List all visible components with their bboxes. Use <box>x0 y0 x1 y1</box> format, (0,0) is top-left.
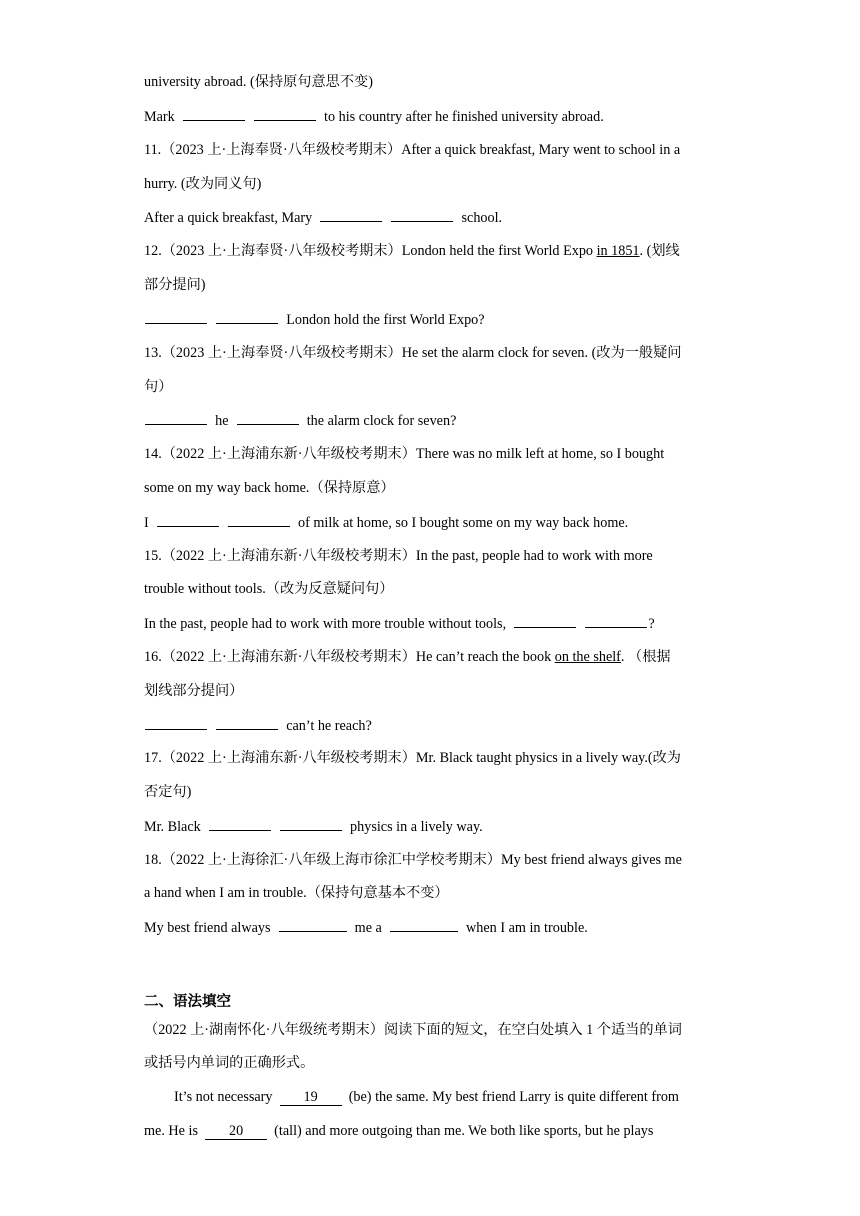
q16-line1 <box>144 647 724 667</box>
q15-answer-prefix: In the past, people had to work with more trouble without tools, <box>144 616 507 632</box>
q15-answer-line <box>144 613 724 634</box>
q13-instruction: 句） <box>144 379 173 395</box>
q17-answer-prefix: Mr. Black <box>144 819 201 835</box>
q17-answer-suffix: physics in a lively way. <box>350 819 483 835</box>
q10-text: university abroad. (保持原句意思不变) <box>144 74 373 90</box>
blank-20[interactable]: 20 <box>205 1123 267 1140</box>
q18-answer-prefix: My best friend always <box>144 920 271 936</box>
section-heading: 二、语法填空 <box>144 994 231 1010</box>
q12-answer-line <box>144 309 724 330</box>
q15-instruction: trouble without tools.（改为反意疑问句） <box>144 581 394 597</box>
answer-blank[interactable] <box>216 309 278 324</box>
q10-line <box>144 72 724 92</box>
passage-text: (be) the same. My best friend Larry is quite different from <box>348 1089 679 1105</box>
answer-blank[interactable] <box>585 613 647 628</box>
q11-answer-suffix: school. <box>461 210 503 226</box>
q13-answer-mid: he <box>215 413 229 429</box>
q12-text: 12.（2023 上·上海奉贤·八年级校考期末）London held the first World Expo <box>144 243 597 259</box>
q13-text: 13.（2023 上·上海奉贤·八年级校考期末）He set the alarm clock for seven. (改为一般疑问 <box>144 345 682 361</box>
q11-line1 <box>144 140 724 160</box>
answer-blank[interactable] <box>145 715 207 730</box>
section2-intro-cont: 或括号内单词的正确形式。 <box>144 1055 315 1071</box>
passage-text: (tall) and more outgoing than me. We both like sports, but he plays <box>274 1123 654 1139</box>
q16-underlined: on the shelf <box>554 649 621 665</box>
answer-blank[interactable] <box>254 106 316 121</box>
q18-line1 <box>144 850 724 870</box>
answer-blank[interactable] <box>209 816 271 831</box>
q16-answer-suffix: can’t he reach? <box>286 718 372 734</box>
q18-line2 <box>144 883 724 903</box>
q18-answer-line <box>144 917 724 938</box>
q15-line1 <box>144 546 724 566</box>
q10-answer-line <box>144 106 724 127</box>
q12-line1 <box>144 241 724 261</box>
passage-line2 <box>144 1121 724 1141</box>
q14-answer-suffix: of milk at home, so I bought some on my way back home. <box>298 515 629 531</box>
q15-text: 15.（2022 上·上海浦东新·八年级校考期末）In the past, people had to work with more <box>144 548 653 564</box>
q17-line1 <box>144 748 724 768</box>
q10-answer-suffix: to his country after he finished university abroad. <box>324 109 604 125</box>
answer-blank[interactable] <box>280 816 342 831</box>
q12-line2 <box>144 275 724 295</box>
q11-line2 <box>144 174 724 194</box>
q16-answer-line <box>144 715 724 736</box>
answer-blank[interactable] <box>514 613 576 628</box>
q14-line1 <box>144 444 724 464</box>
q11-text: 11.（2023 上·上海奉贤·八年级校考期末）After a quick breakfast, Mary went to school in a <box>144 142 681 158</box>
q17-text: 17.（2022 上·上海浦东新·八年级校考期末）Mr. Black taught physics in a lively way.(改为 <box>144 750 681 766</box>
q18-text: 18.（2022 上·上海徐汇·八年级上海市徐汇中学校考期末）My best friend always gives me <box>144 852 682 868</box>
answer-blank[interactable] <box>237 410 299 425</box>
answer-blank[interactable] <box>216 715 278 730</box>
passage-line1 <box>174 1087 724 1107</box>
q13-line2 <box>144 377 724 397</box>
answer-blank[interactable] <box>157 512 219 527</box>
q14-line2 <box>144 478 724 498</box>
answer-blank[interactable] <box>228 512 290 527</box>
q14-answer-line <box>144 512 724 533</box>
section2-intro-line2 <box>144 1053 724 1073</box>
q12-instruction: 部分提问) <box>144 277 206 293</box>
q12-answer-suffix: London hold the first World Expo? <box>286 312 485 328</box>
answer-blank[interactable] <box>320 207 382 222</box>
q17-answer-line <box>144 816 724 837</box>
answer-blank[interactable] <box>145 410 207 425</box>
answer-blank[interactable] <box>390 917 458 932</box>
section2-intro-line1 <box>144 1020 724 1040</box>
q15-answer-suffix: ? <box>648 616 655 632</box>
section2-intro: （2022 上·湖南怀化·八年级统考期末）阅读下面的短文，在空白处填入 1 个适当的单词 <box>144 1022 682 1038</box>
q16-text: 16.（2022 上·上海浦东新·八年级校考期末）He can’t reach the book <box>144 649 555 665</box>
blank-19[interactable]: 19 <box>280 1089 342 1106</box>
q16-line2 <box>144 681 724 701</box>
q14-instruction: some on my way back home.（保持原意） <box>144 480 395 496</box>
q13-answer-line <box>144 410 724 431</box>
q18-answer-suffix: when I am in trouble. <box>466 920 588 936</box>
q13-answer-suffix: the alarm clock for seven? <box>306 413 457 429</box>
q18-answer-mid: me a <box>354 920 382 936</box>
passage-text: It’s not necessary <box>174 1089 273 1105</box>
q17-line2 <box>144 782 724 802</box>
q13-line1 <box>144 343 724 363</box>
q11-answer-prefix: After a quick breakfast, Mary <box>144 210 313 226</box>
q16-text-end: . （根据 <box>620 649 671 665</box>
answer-blank[interactable] <box>391 207 453 222</box>
q17-instruction: 否定句) <box>144 784 192 800</box>
q14-answer-prefix: I <box>144 515 149 531</box>
q10-answer-prefix: Mark <box>144 109 175 125</box>
q12-underlined: in 1851 <box>596 243 640 259</box>
answer-blank[interactable] <box>145 309 207 324</box>
q18-instruction: a hand when I am in trouble.（保持句意基本不变） <box>144 885 449 901</box>
q12-text-end: . (划线 <box>639 243 680 259</box>
answer-blank[interactable] <box>183 106 245 121</box>
q14-text: 14.（2022 上·上海浦东新·八年级校考期末）There was no milk left at home, so I bought <box>144 446 665 462</box>
q15-line2 <box>144 579 724 599</box>
q11-answer-line <box>144 207 724 228</box>
q16-instruction: 划线部分提问） <box>144 683 244 699</box>
passage-text: me. He is <box>144 1123 198 1139</box>
answer-blank[interactable] <box>279 917 347 932</box>
q11-instruction: hurry. (改为同义句) <box>144 176 262 192</box>
